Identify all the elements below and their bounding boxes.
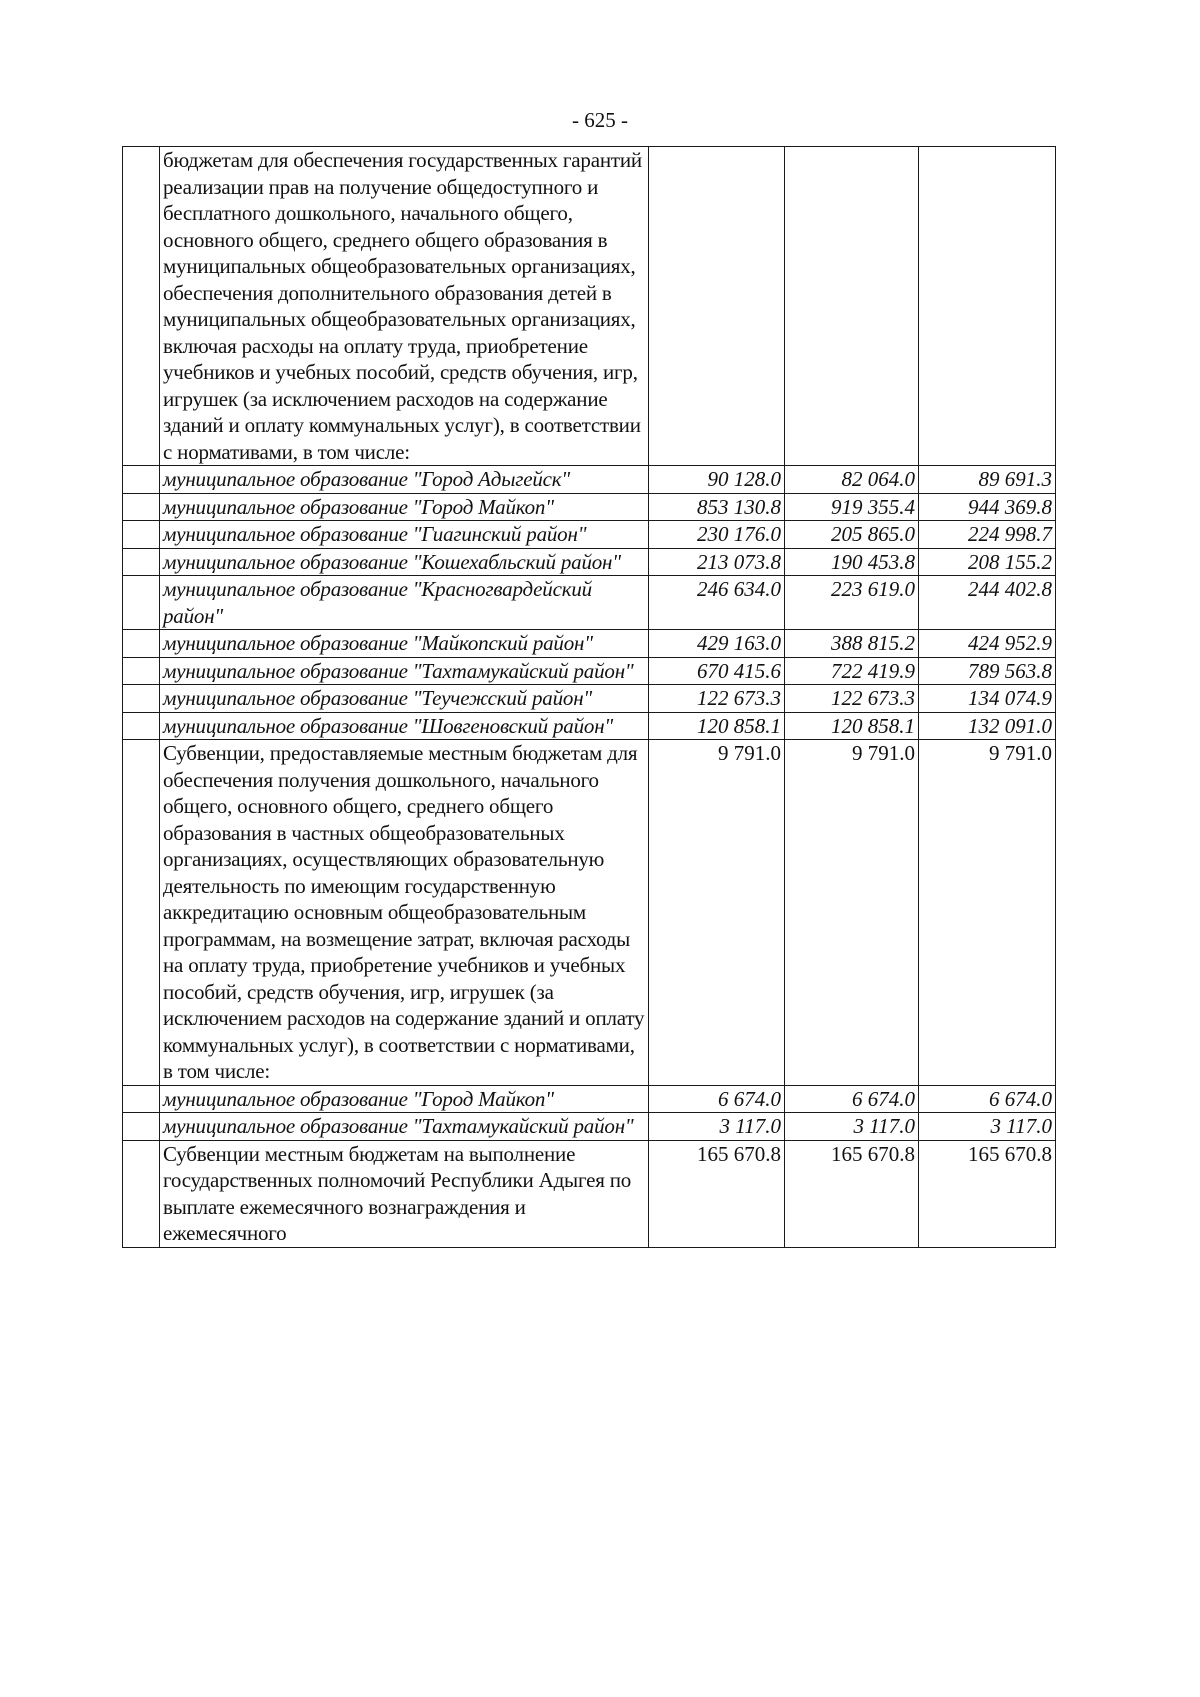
row-code-cell [123, 493, 160, 521]
value-col-2: 3 117.0 [785, 1113, 919, 1141]
value-col-1: 165 670.8 [649, 1140, 785, 1247]
value-col-3: 134 074.9 [919, 685, 1056, 713]
row-description: муниципальное образование "Тахтамукайский район" [160, 657, 649, 685]
row-code-cell [123, 630, 160, 658]
row-code-cell [123, 685, 160, 713]
row-description: муниципальное образование "Город Адыгейск" [160, 466, 649, 494]
table-row [123, 712, 1056, 740]
value-col-1: 246 634.0 [649, 576, 785, 630]
value-col-3 [919, 147, 1056, 466]
row-description: Субвенции, предоставляемые местным бюджетам для обеспечения получения дошкольного, начального общего, основного общего, среднего общего образования в частных общеобразовательных организациях, осуществляющих образовательную деятельность по имеющим государственную аккредитацию основным общеобразовательным программам, на возмещение затрат, включая расходы на оплату труда, приобретение учебников и учебных пособий, средств обучения, игр, игрушек (за исключением расходов на содержание зданий и оплату коммунальных услуг), в соответствии с нормативами, в том числе: [160, 740, 649, 1086]
value-col-2: 9 791.0 [785, 740, 919, 1086]
value-col-3: 424 952.9 [919, 630, 1056, 658]
row-code-cell [123, 521, 160, 549]
value-col-3: 132 091.0 [919, 712, 1056, 740]
value-col-3: 3 117.0 [919, 1113, 1056, 1141]
value-col-2: 388 815.2 [785, 630, 919, 658]
value-col-2: 82 064.0 [785, 466, 919, 494]
value-col-3: 208 155.2 [919, 548, 1056, 576]
row-description: бюджетам для обеспечения государственных гарантий реализации прав на получение общедоступного и бесплатного дошкольного, начального общего, основного общего, среднего общего образования в муниципальных общеобразовательных организациях, обеспечения дополнительного образования детей в муниципальных общеобразовательных организациях, включая расходы на оплату труда, приобретение учебников и учебных пособий, средств обучения, игр, игрушек (за исключением расходов на содержание зданий и оплату коммунальных услуг), в соответствии с нормативами, в том числе: [160, 147, 649, 466]
row-code-cell [123, 657, 160, 685]
row-description: муниципальное образование "Майкопский район" [160, 630, 649, 658]
table-row [123, 147, 1056, 466]
value-col-3: 89 691.3 [919, 466, 1056, 494]
value-col-2: 6 674.0 [785, 1085, 919, 1113]
value-col-2: 223 619.0 [785, 576, 919, 630]
row-description: муниципальное образование "Красногвардейский район" [160, 576, 649, 630]
value-col-2: 120 858.1 [785, 712, 919, 740]
value-col-3: 244 402.8 [919, 576, 1056, 630]
row-description: муниципальное образование "Город Майкоп" [160, 1085, 649, 1113]
table-row [123, 548, 1056, 576]
value-col-2: 205 865.0 [785, 521, 919, 549]
table-row [123, 630, 1056, 658]
row-code-cell [123, 576, 160, 630]
value-col-3: 944 369.8 [919, 493, 1056, 521]
row-code-cell [123, 466, 160, 494]
value-col-3: 9 791.0 [919, 740, 1056, 1086]
row-description: Субвенции местным бюджетам на выполнение государственных полномочий Республики Адыгея по выплате ежемесячного вознаграждения и ежемесячного [160, 1140, 649, 1247]
value-col-2: 722 419.9 [785, 657, 919, 685]
table-row [123, 1085, 1056, 1113]
row-description: муниципальное образование "Гиагинский район" [160, 521, 649, 549]
row-description: муниципальное образование "Шовгеновский район" [160, 712, 649, 740]
value-col-1: 670 415.6 [649, 657, 785, 685]
value-col-3: 165 670.8 [919, 1140, 1056, 1247]
value-col-1: 429 163.0 [649, 630, 785, 658]
table-row [123, 740, 1056, 1086]
value-col-1: 230 176.0 [649, 521, 785, 549]
page-number: - 625 - [572, 108, 628, 132]
table-row [123, 466, 1056, 494]
table-row [123, 576, 1056, 630]
row-code-cell [123, 1085, 160, 1113]
value-col-1: 120 858.1 [649, 712, 785, 740]
table-row [123, 657, 1056, 685]
value-col-2: 165 670.8 [785, 1140, 919, 1247]
value-col-3: 789 563.8 [919, 657, 1056, 685]
row-code-cell [123, 740, 160, 1086]
row-code-cell [123, 1113, 160, 1141]
row-description: муниципальное образование "Кошехабльский район" [160, 548, 649, 576]
row-code-cell [123, 1140, 160, 1247]
table-row [123, 1140, 1056, 1247]
value-col-1: 213 073.8 [649, 548, 785, 576]
row-code-cell [123, 548, 160, 576]
row-code-cell [123, 147, 160, 466]
value-col-1: 9 791.0 [649, 740, 785, 1086]
value-col-1: 6 674.0 [649, 1085, 785, 1113]
row-description: муниципальное образование "Тахтамукайский район" [160, 1113, 649, 1141]
table-row [123, 685, 1056, 713]
value-col-2: 122 673.3 [785, 685, 919, 713]
row-code-cell [123, 712, 160, 740]
value-col-1: 90 128.0 [649, 466, 785, 494]
table-row [123, 521, 1056, 549]
row-description: муниципальное образование "Город Майкоп" [160, 493, 649, 521]
value-col-2: 190 453.8 [785, 548, 919, 576]
value-col-2: 919 355.4 [785, 493, 919, 521]
value-col-1: 853 130.8 [649, 493, 785, 521]
value-col-3: 224 998.7 [919, 521, 1056, 549]
value-col-1 [649, 147, 785, 466]
budget-table [122, 146, 1056, 1248]
value-col-1: 3 117.0 [649, 1113, 785, 1141]
value-col-3: 6 674.0 [919, 1085, 1056, 1113]
value-col-2 [785, 147, 919, 466]
table-row [123, 493, 1056, 521]
row-description: муниципальное образование "Теучежский район" [160, 685, 649, 713]
table-row [123, 1113, 1056, 1141]
value-col-1: 122 673.3 [649, 685, 785, 713]
